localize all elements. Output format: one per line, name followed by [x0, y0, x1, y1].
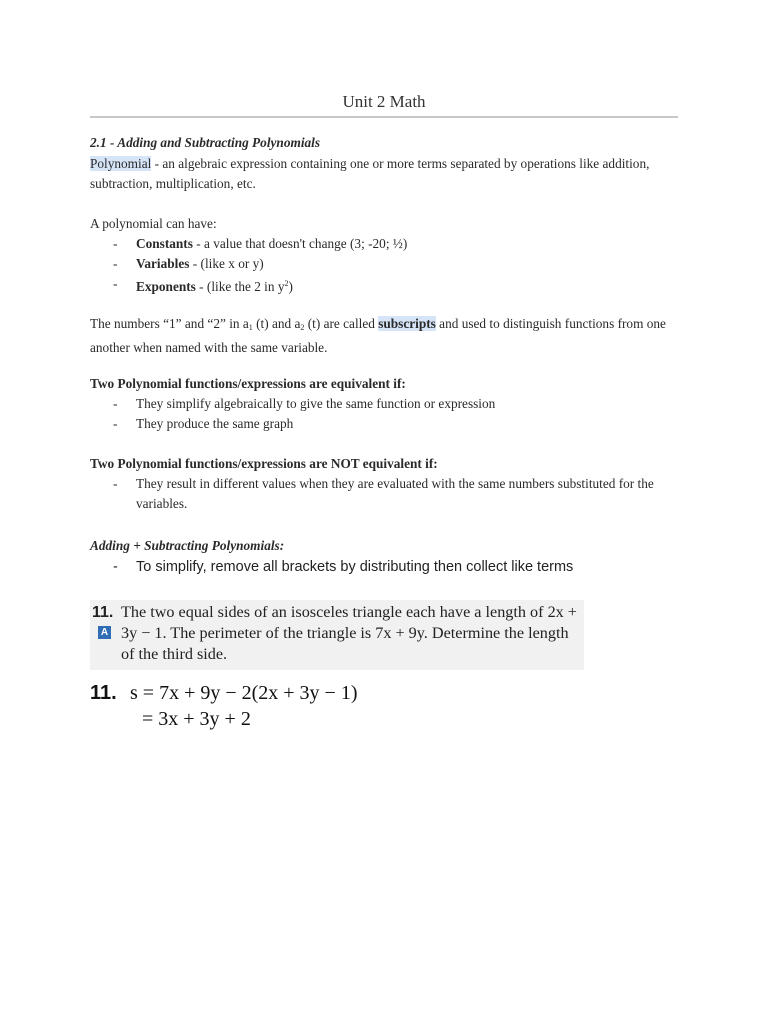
list-item-text	[136, 274, 293, 297]
list-item-text	[136, 254, 264, 274]
text-run: (t) and a	[252, 316, 301, 331]
subscripts-paragraph	[90, 314, 680, 358]
definition-text: - an algebraic expression containing one or more terms separated by operations like addition, subtraction, multiplication, etc.	[90, 156, 650, 191]
highlighted-term: Polynomial	[90, 156, 152, 171]
list-item-bold: Variables	[136, 256, 190, 271]
list-item-rest: - (like the 2 in y	[195, 279, 285, 294]
list-item-bold: Constants	[136, 236, 193, 251]
list-item-bold: Exponents	[136, 279, 196, 294]
list-item-end: )	[288, 279, 293, 294]
difficulty-badge: A	[98, 626, 111, 639]
can-have-intro: A polynomial can have:	[90, 216, 217, 231]
bullet-dash: -	[113, 276, 118, 291]
text-run: and used to distinguish functions from one another when named with the same variable.	[90, 316, 666, 355]
not-equivalent-heading: Two Polynomial functions/expressions are NOT equivalent if:	[90, 456, 438, 471]
bullet-dash: -	[113, 476, 118, 491]
title-divider	[90, 116, 678, 118]
polynomial-definition	[90, 154, 680, 194]
bullet-dash: -	[113, 416, 118, 431]
equivalent-heading: Two Polynomial functions/expressions are equivalent if:	[90, 376, 406, 391]
list-item-rest: - a value that doesn't change (3; -20; ½)	[192, 236, 408, 251]
text-run: (t) are called	[304, 316, 379, 331]
bullet-dash: -	[113, 559, 118, 575]
bullet-dash: -	[113, 396, 118, 411]
list-item-text: They result in different values when they are evaluated with the same numbers substituted for the variables.	[136, 476, 654, 511]
section-heading: 2.1 - Adding and Subtracting Polynomials	[90, 135, 321, 150]
answer-number: 11.	[90, 682, 117, 704]
highlighted-term: subscripts	[378, 316, 436, 331]
page-title: Unit 2 Math	[342, 92, 426, 111]
list-item-text: They simplify algebraically to give the same function or expression	[136, 396, 496, 411]
superscript: 2	[284, 279, 289, 288]
list-item-rest: - (like x or y)	[189, 256, 264, 271]
bullet-dash: -	[113, 256, 118, 271]
list-item-text: To simplify, remove all brackets by distributing then collect like terms	[136, 559, 574, 575]
problem-number: 11.	[92, 604, 114, 621]
text-run: The numbers “1” and “2” in a	[90, 316, 249, 331]
textbook-problem	[90, 600, 584, 670]
answer-line: s = 7x + 9y − 2(2x + 3y − 1)	[130, 682, 358, 704]
bullet-dash: -	[113, 236, 118, 251]
subscript: 1	[248, 323, 253, 332]
adding-heading: Adding + Subtracting Polynomials:	[90, 538, 285, 553]
list-item-text	[136, 234, 407, 254]
list-item-text: They produce the same graph	[136, 416, 294, 431]
problem-text: The two equal sides of an isosceles triangle each have a length of 2x + 3y − 1. The perimeter of the triangle is 7x + 9y. Determine the length of the third side.	[121, 603, 577, 663]
subscript: 2	[300, 323, 305, 332]
answer-line: = 3x + 3y + 2	[142, 708, 251, 730]
